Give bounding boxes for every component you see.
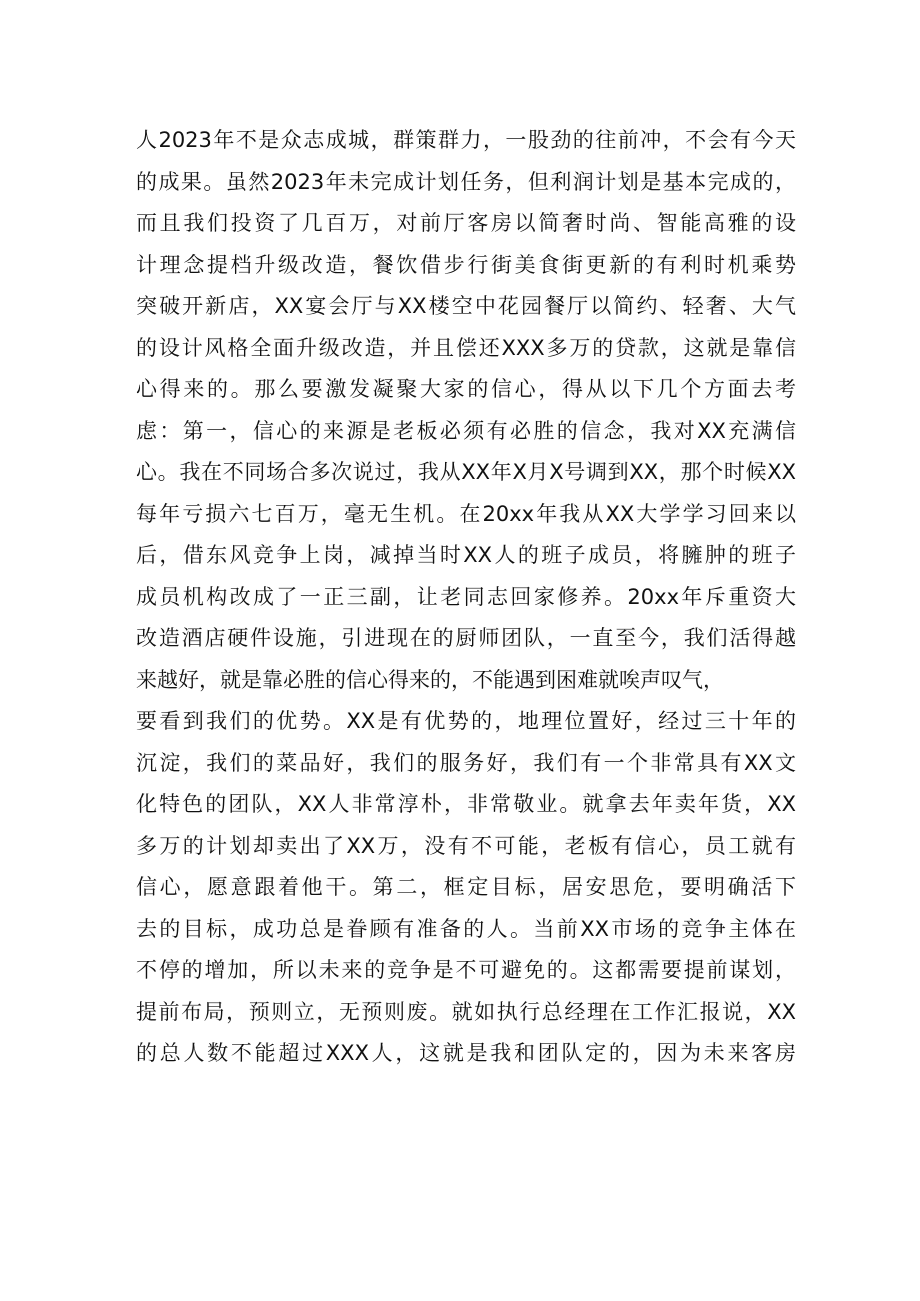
text-line: 去的目标，成功总是眷顾有准备的人。当前XX市场的竞争主体在 <box>136 916 796 941</box>
text-line: 而且我们投资了几百万，对前厅客房以简奢时尚、智能高雅的设 <box>136 211 796 235</box>
text-line: 计理念提档升级改造，餐饮借步行街美食街更新的有利时机乘势 <box>136 252 796 277</box>
text-line: 每年亏损六七百万，毫无生机。在20xx年我从XX大学学习回来以 <box>136 501 796 526</box>
text-line: 人2023年不是众志成城，群策群力，一股劲的往前冲，不会有今天 <box>136 128 796 152</box>
text-line: 突破开新店，XX宴会厅与XX楼空中花园餐厅以简约、轻奢、大气 <box>136 294 796 318</box>
text-line: 虑：第一，信心的来源是老板必须有必胜的信念，我对XX充满信 <box>136 418 796 443</box>
text-line: 的成果。虽然2023年未完成计划任务，但利润计划是基本完成的， <box>136 169 796 194</box>
text-line: 化特色的团队，XX人非常淳朴，非常敬业。就拿去年卖年货，XX <box>136 792 796 816</box>
text-line: 的总人数不能超过XXX人，这就是我和团队定的，因为未来客房 <box>136 1041 796 1065</box>
text-line: 不停的增加，所以未来的竞争是不可避免的。这都需要提前谋划， <box>136 958 796 982</box>
text-line: 心得来的。那么要激发凝聚大家的信心，得从以下几个方面去考 <box>136 377 796 401</box>
text-line: 的设计风格全面升级改造，并且偿还XXX多万的贷款，这就是靠信 <box>136 335 796 360</box>
text-line: 信心，愿意跟着他干。第二，框定目标，居安思危，要明确活下 <box>136 875 796 899</box>
text-line: 心。我在不同场合多次说过，我从XX年X月X号调到XX，那个时候XX <box>136 460 796 484</box>
text-line: 提前布局，预则立，无预则废。就如执行总经理在工作汇报说，XX <box>136 999 796 1024</box>
text-line: 成员机构改成了一正三副，让老同志回家修养。20xx年斥重资大 <box>136 584 796 609</box>
text-line: 沉淀，我们的菜品好，我们的服务好，我们有一个非常具有XX文 <box>136 750 796 775</box>
text-line: 要看到我们的优势。XX是有优势的，地理位置好，经过三十年的 <box>136 709 796 733</box>
body-text <box>136 120 796 1075</box>
text-line: 改造酒店硬件设施，引进现在的厨师团队，一直至今，我们活得越 <box>136 626 796 650</box>
text-line: 多万的计划却卖出了XX万，没有不可能，老板有信心，员工就有 <box>136 833 796 858</box>
text-line: 来越好，就是靠必胜的信心得来的，不能遇到困难就唉声叹气， <box>136 667 724 692</box>
text-line: 后，借东风竞争上岗，减掉当时XX人的班子成员，将臃肿的班子 <box>136 543 796 567</box>
